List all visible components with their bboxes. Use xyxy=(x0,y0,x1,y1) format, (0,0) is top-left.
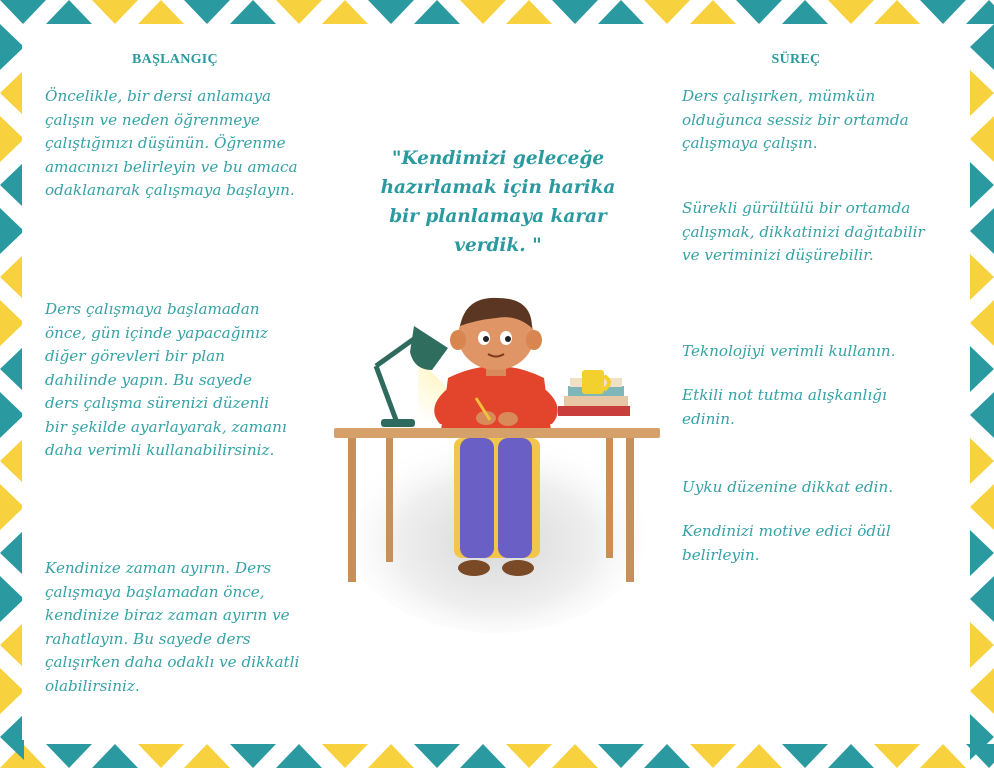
border-triangle xyxy=(460,0,506,24)
border-triangle xyxy=(506,0,552,24)
border-triangle xyxy=(970,622,994,668)
border-triangle xyxy=(828,744,874,768)
student-at-desk-illustration xyxy=(326,278,666,640)
border-triangle xyxy=(970,346,994,392)
border-triangle xyxy=(230,744,276,768)
border-triangle xyxy=(736,0,782,24)
mug xyxy=(582,370,604,394)
desk-top xyxy=(334,428,660,438)
border-triangle xyxy=(782,0,828,24)
border-triangle xyxy=(598,744,644,768)
border-triangle xyxy=(874,744,920,768)
border-triangle xyxy=(598,0,644,24)
border-triangle xyxy=(970,116,994,162)
border-triangle xyxy=(970,392,994,438)
border-triangle xyxy=(970,530,994,576)
border-triangle xyxy=(874,0,920,24)
border-triangle xyxy=(0,530,24,576)
border-triangle xyxy=(736,744,782,768)
border-triangle xyxy=(184,744,230,768)
right-paragraph-5: Uyku düzenine dikkat edin. xyxy=(682,478,894,496)
border-triangle xyxy=(644,744,690,768)
border-triangle xyxy=(0,70,24,116)
border-triangle xyxy=(276,0,322,24)
border-triangle xyxy=(690,744,736,768)
border-triangle xyxy=(970,70,994,116)
border-triangle xyxy=(46,744,92,768)
border-triangle xyxy=(970,576,994,622)
border-triangle xyxy=(970,24,994,70)
border-triangle xyxy=(138,0,184,24)
right-paragraph-1: Ders çalışırken, mümkün olduğunca sessiz bir ortamda çalışmaya çalışın. xyxy=(682,87,909,152)
right-paragraph-2: Sürekli gürültülü bir ortamda çalışmak, dikkatinizi dağıtabilir ve veriminizi düşürebilir. xyxy=(682,199,925,264)
border-triangle xyxy=(0,0,46,24)
border-triangle xyxy=(644,0,690,24)
border-triangle xyxy=(966,0,994,24)
left-column-heading: BAŞLANGIÇ xyxy=(132,52,218,67)
right-column-heading: SÜREÇ xyxy=(771,52,821,67)
border-triangle xyxy=(552,0,598,24)
border-triangle xyxy=(970,208,994,254)
border-triangle xyxy=(0,484,24,530)
book-stack xyxy=(558,406,630,416)
right-paragraph-6: Kendinizi motive edici ödül belirleyin. xyxy=(682,522,891,564)
border-triangle xyxy=(970,162,994,208)
border-triangle xyxy=(0,714,24,760)
lamp-shade xyxy=(410,326,448,370)
border-triangle xyxy=(368,744,414,768)
left-paragraph-1: Öncelikle, bir dersi anlamaya çalışın ve neden öğrenmeye çalıştığınızı düşünün. Öğrenme amacınızı belirleyin ve bu amaca odaklanarak çalışmaya başlayın. xyxy=(45,87,298,199)
right-paragraph-3: Teknolojiyi verimli kullanın. xyxy=(682,342,896,360)
border-triangle xyxy=(970,668,994,714)
border-triangle xyxy=(828,0,874,24)
border-triangle xyxy=(368,0,414,24)
border-triangle xyxy=(92,744,138,768)
border-triangle xyxy=(970,300,994,346)
border-triangle xyxy=(92,0,138,24)
lamp-base xyxy=(381,419,415,427)
border-triangle xyxy=(138,744,184,768)
border-triangle xyxy=(322,0,368,24)
left-paragraph-3: Kendinize zaman ayırın. Ders çalışmaya başlamadan önce, kendinize biraz zaman ayırın ve rahatlayın. Bu sayede ders çalışırken daha odaklı ve dikkatli olabilirsiniz. xyxy=(45,559,300,695)
border-triangle xyxy=(0,254,24,300)
border-triangle xyxy=(230,0,276,24)
border-triangle xyxy=(552,744,598,768)
border-triangle xyxy=(0,576,24,622)
right-paragraph-4: Etkili not tutma alışkanlığı edinin. xyxy=(682,386,887,428)
border-triangle xyxy=(782,744,828,768)
motivational-quote: "Kendimizi geleceğe hazırlamak için harika bir planlamaya karar verdik. " xyxy=(380,148,616,256)
border-triangle xyxy=(970,484,994,530)
border-triangle xyxy=(0,24,24,70)
border-triangle xyxy=(0,162,24,208)
border-triangle xyxy=(920,0,966,24)
border-triangle xyxy=(276,744,322,768)
border-triangle xyxy=(0,300,24,346)
border-triangle xyxy=(414,0,460,24)
border-triangle xyxy=(690,0,736,24)
left-paragraph-2: Ders çalışmaya başlamadan önce, gün içinde yapacağınız diğer görevleri bir plan dahilinde yapın. Bu sayede ders çalışma sürenizi düzenli bir şekilde ayarlayarak, zamanı daha verimli kullanabilirsiniz. xyxy=(45,300,287,459)
border-triangle xyxy=(506,744,552,768)
border-triangle xyxy=(920,744,966,768)
border-triangle xyxy=(46,0,92,24)
border-triangle xyxy=(970,254,994,300)
border-triangle xyxy=(414,744,460,768)
border-triangle xyxy=(0,208,24,254)
border-triangle xyxy=(0,116,24,162)
border-triangle xyxy=(184,0,230,24)
border-triangle xyxy=(322,744,368,768)
border-triangle xyxy=(970,438,994,484)
border-triangle xyxy=(0,438,24,484)
border-triangle xyxy=(0,668,24,714)
border-triangle xyxy=(0,346,24,392)
border-triangle xyxy=(460,744,506,768)
border-triangle xyxy=(0,622,24,668)
border-triangle xyxy=(0,392,24,438)
